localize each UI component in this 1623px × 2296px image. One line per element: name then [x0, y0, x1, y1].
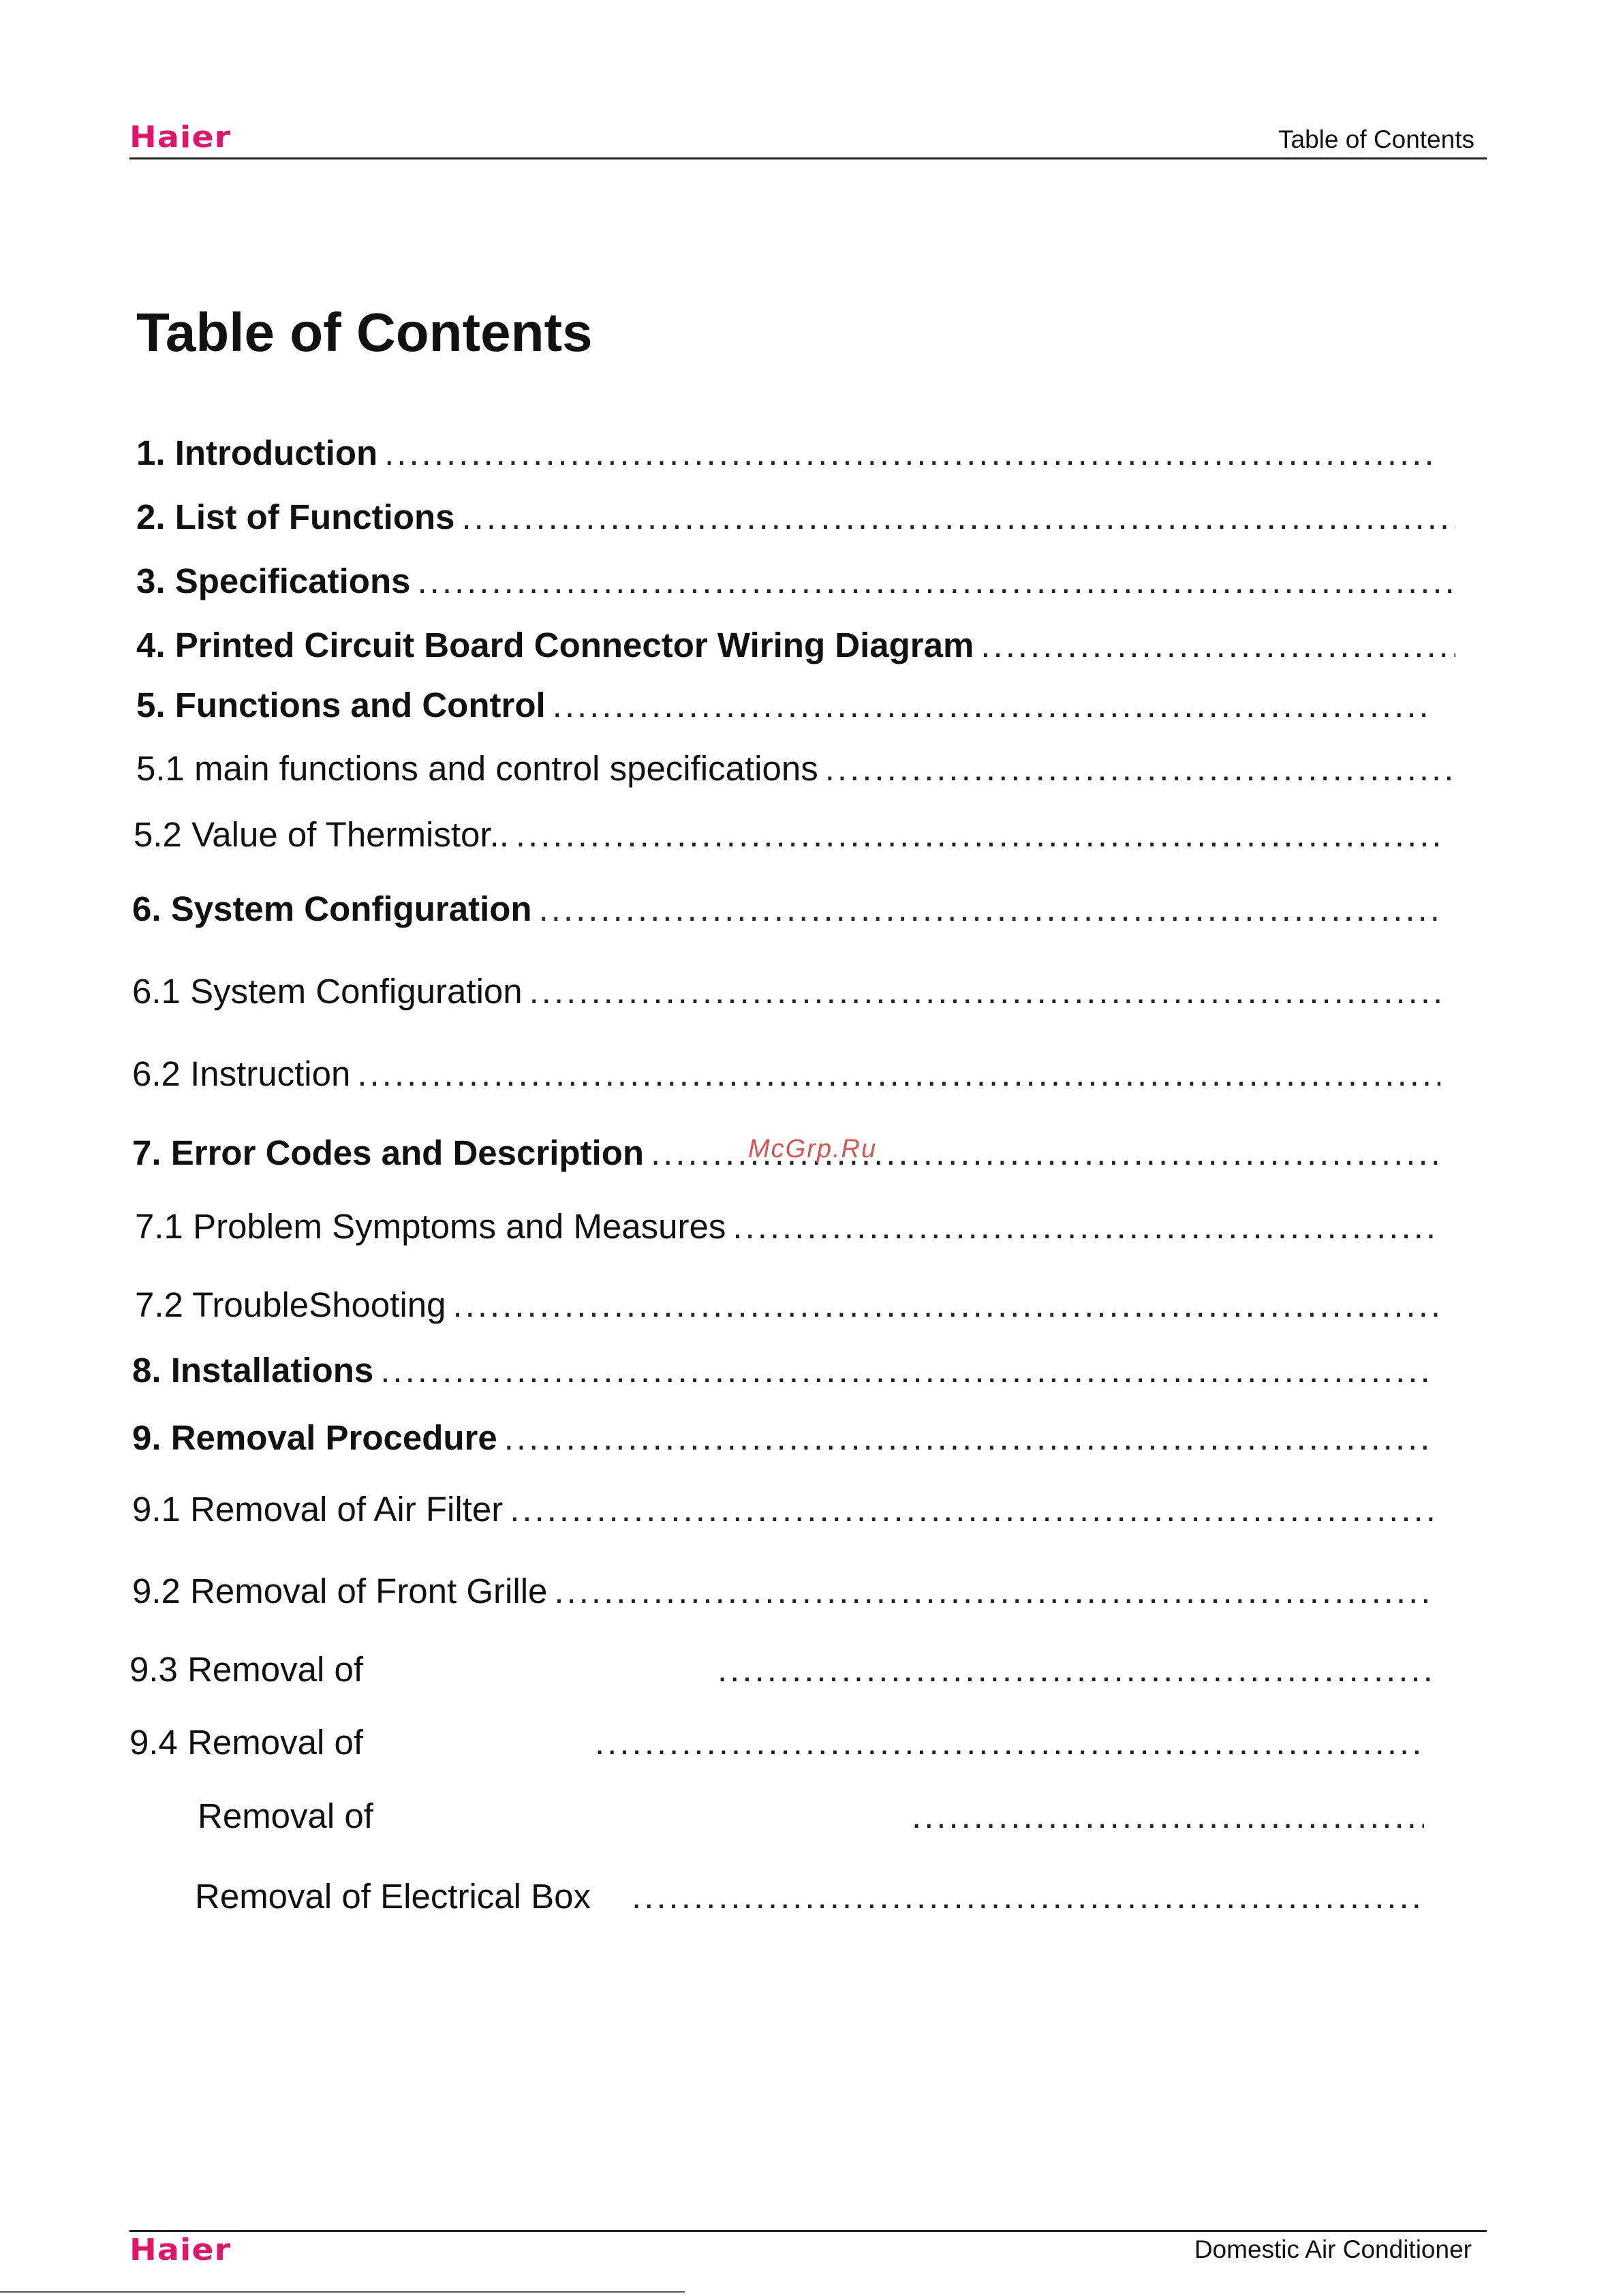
toc-entry-specifications[interactable]	[136, 557, 1455, 605]
toc-entry-label: 7.2 TroubleShooting	[135, 1285, 446, 1324]
page-title: Table of Contents	[136, 302, 593, 363]
toc-entry-label: Removal of	[198, 1796, 373, 1835]
toc-entry-removal-electrical-box[interactable]	[195, 1873, 1425, 1920]
leader-dots	[539, 885, 1444, 933]
toc-entry-label: 7. Error Codes and Description	[132, 1133, 645, 1172]
leader-dots	[357, 1050, 1440, 1098]
leader-dots	[717, 1646, 1434, 1694]
toc-entry-removal-unnamed[interactable]	[198, 1792, 1424, 1840]
watermark: McGrp.Ru	[748, 1135, 878, 1163]
leader-dots	[462, 493, 1456, 541]
toc-entry-label: 5. Functions and Control	[136, 686, 546, 724]
leader-dots	[632, 1873, 1425, 1920]
toc-entry-problem-symptoms[interactable]	[135, 1203, 1440, 1251]
leader-dots	[529, 968, 1444, 1015]
leader-dots	[825, 745, 1455, 793]
header-title: Table of Contents	[1278, 125, 1474, 153]
toc-entry-removal-9-3[interactable]	[129, 1646, 1434, 1694]
toc-entry-label: 2. List of Functions	[136, 498, 455, 536]
toc-entry-label: 5.1 main functions and control specifications	[136, 749, 818, 788]
toc-entry-instruction[interactable]	[132, 1050, 1440, 1098]
toc-entry-label: 6.2 Instruction	[132, 1054, 351, 1093]
leader-dots	[380, 1347, 1434, 1394]
toc-entry-pcb-wiring-diagram[interactable]	[136, 622, 1455, 669]
toc-entry-label: 9.1 Removal of Air Filter	[132, 1490, 504, 1529]
leader-dots	[912, 1792, 1424, 1840]
toc-entry-label: 5.2 Value of Thermistor..	[134, 815, 509, 854]
leader-dots	[595, 1719, 1427, 1766]
leader-dots	[980, 622, 1455, 669]
toc-entry-label: 9.3 Removal of	[129, 1650, 364, 1689]
toc-entry-label: Removal of Electrical Box	[195, 1877, 591, 1916]
leader-dots	[453, 1281, 1440, 1329]
toc-entry-label: 9.4 Removal of	[129, 1723, 364, 1762]
haier-logo-footer: Haier	[129, 2233, 232, 2267]
toc-entry-main-functions[interactable]	[136, 745, 1455, 793]
toc-entry-label: 9. Removal Procedure	[132, 1418, 497, 1457]
leader-dots	[516, 811, 1447, 859]
toc-entry-troubleshooting[interactable]	[135, 1281, 1440, 1329]
scan-edge-line	[0, 2291, 685, 2293]
toc-entry-removal-air-filter[interactable]	[132, 1486, 1434, 1533]
toc-entry-list-of-functions[interactable]	[136, 493, 1455, 541]
toc-entry-label: 1. Introduction	[136, 433, 378, 472]
toc-entry-removal-procedure[interactable]	[132, 1414, 1434, 1462]
leader-dots	[504, 1414, 1434, 1462]
toc-entry-label: 8. Installations	[132, 1351, 374, 1390]
toc-entry-label: 7.1 Problem Symptoms and Measures	[135, 1207, 726, 1246]
toc-entry-label: 6.1 System Configuration	[132, 972, 523, 1011]
leader-dots	[553, 682, 1425, 729]
footer-title: Domestic Air Conditioner	[1194, 2235, 1472, 2263]
leader-dots	[417, 557, 1455, 605]
toc-entry-system-configuration-sub[interactable]	[132, 968, 1444, 1015]
toc-entry-label: 9.2 Removal of Front Grille	[132, 1572, 548, 1610]
toc-entry-system-configuration[interactable]	[132, 885, 1444, 933]
toc-entry-functions-and-control[interactable]	[136, 682, 1425, 729]
leader-dots	[554, 1567, 1434, 1615]
footer-rule	[129, 2230, 1487, 2232]
toc-entry-value-of-thermistor[interactable]	[134, 811, 1447, 859]
toc-entry-removal-9-4[interactable]	[129, 1719, 1427, 1766]
leader-dots	[732, 1203, 1440, 1251]
toc-entry-introduction[interactable]	[136, 429, 1436, 477]
haier-logo: Haier	[129, 120, 232, 155]
toc-entry-label: 6. System Configuration	[132, 889, 532, 928]
leader-dots	[510, 1486, 1434, 1533]
toc-entry-label: 3. Specifications	[136, 562, 411, 600]
toc-entry-installations[interactable]	[132, 1347, 1434, 1394]
toc-entry-label: 4. Printed Circuit Board Connector Wiring Diagram	[136, 626, 974, 664]
leader-dots	[384, 429, 1436, 477]
toc-entry-removal-front-grille[interactable]	[132, 1567, 1434, 1615]
